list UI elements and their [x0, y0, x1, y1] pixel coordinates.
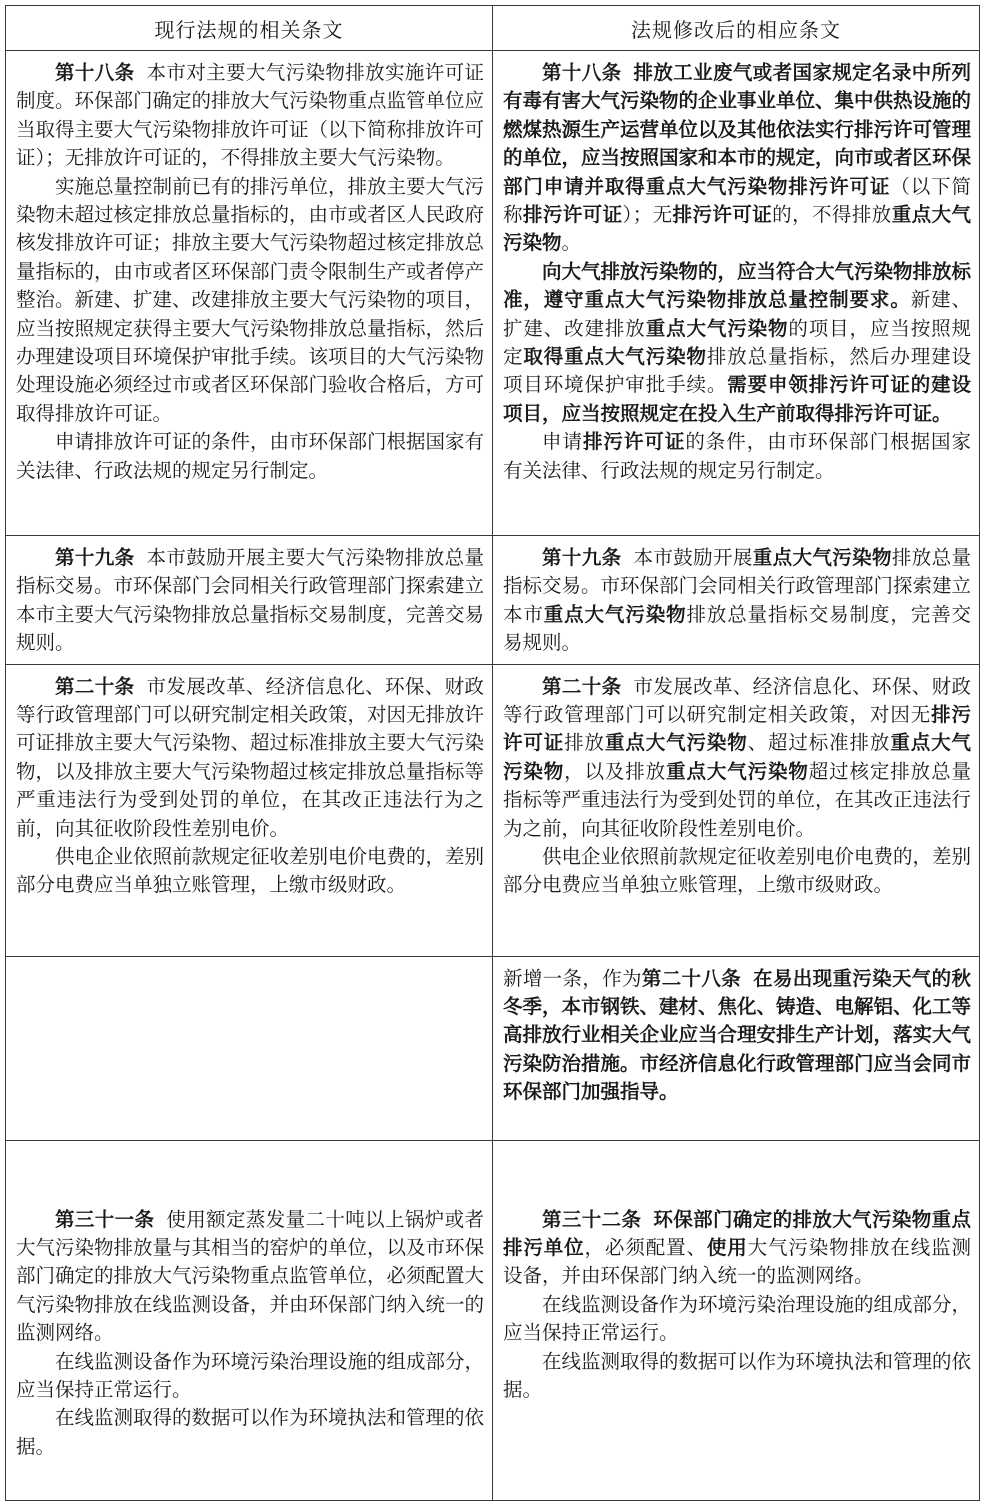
paragraph — [503, 59, 971, 258]
bold-text: 第二十八条 — [641, 966, 742, 990]
text-span: 的条件，由市环保部门根据国家有关法律、行政法规的规定另行制定。 — [503, 430, 971, 482]
text-span: 在线监测取得的数据可以作为环境执法和管理的依据。 — [16, 1406, 485, 1458]
text-span: 供电企业依照前款规定征收差别电价电费的，差别部分电费应当单独立账管理，上缴市级财政。 — [503, 845, 972, 897]
table-row — [6, 51, 980, 536]
old-article-20 — [6, 664, 493, 956]
text-span: ，以及排放 — [564, 759, 667, 783]
bold-text: 第二十条 — [55, 674, 135, 698]
paragraph — [16, 173, 484, 429]
bold-text: 向大气排放污染物的，应当符合大气污染物排放标准，遵守重点大气污染物排放总量控制要求。 — [503, 259, 972, 312]
text-span: ）；无 — [622, 203, 673, 227]
bold-text: 第十八条 — [55, 61, 135, 84]
bold-text: 第三十二条 — [542, 1207, 642, 1231]
bold-text: 环保部门确定的排放大气污染物重点排污单位 — [503, 1207, 971, 1260]
text-span: 新增一条，作为 — [503, 966, 642, 990]
bold-text: 第十九条 — [542, 546, 622, 569]
text-span: 供电企业依照前款规定征收差别电价电费的，差别部分电费应当单独立账管理，上缴市级财政。 — [16, 845, 485, 897]
text-span: 大气污染物排放在线监测设备，并由环保部门纳入统一的监测网络。 — [503, 1236, 971, 1288]
old-article-18 — [6, 51, 493, 536]
text-span: 的项目，应当按照规定 — [503, 316, 971, 369]
text-span: 本市鼓励开展主要大气污染物排放总量指标交易。市环保部门会同相关行政管理部门探索建立本市主要大气污染物排放总量指标交易制度，完善交易规则。 — [16, 546, 485, 655]
bold-text: 排污许可证 — [672, 203, 773, 227]
text-span: （以下简称 — [503, 174, 971, 227]
text-span: 超过核定排放总量指标等严重违法行为受到处罚的单位，在其改正违法行为之前，向其征收阶段性差别电价。 — [503, 759, 972, 840]
bold-text: 重点大气污染物 — [503, 731, 971, 783]
text-span: 的，不得排放 — [772, 203, 892, 227]
paragraph — [503, 544, 971, 658]
text-span: 申请排放许可证的条件，由市环保部门根据国家有关法律、行政法规的规定另行制定。 — [16, 430, 485, 482]
new-article-32 — [493, 1140, 980, 1500]
bold-text: 需要申领排污许可证的建设项目，应当按照规定在投入生产前取得排污许可证。 — [503, 373, 971, 425]
paragraph — [16, 1404, 484, 1461]
text-span: 市发展改革、经济信息化、环保、财政等行政管理部门可以研究制定相关政策，对因无排放许可证排放主要大气污染物、超过标准排放主要大气污染物，以及排放主要大气污染物超过核定排放总量指标等严重违法行为受到处罚的单位，在其改正违法行为之前，向其征收阶段性差别电价。 — [16, 674, 485, 840]
paragraph — [503, 965, 971, 1107]
bold-text: 重点大气污染物 — [645, 316, 789, 340]
paragraph — [16, 843, 484, 900]
paragraph — [16, 59, 484, 173]
bold-text: 排放工业废气或者国家规定名录中所列有毒有害大气污染物的企业事业单位、集中供热设施的燃煤热源生产运营单位以及其他依法实行排污许可管理的单位，应当按照国家和本市的规定，向市或者区环保部门申请并取得重点大气污染物排污许可证 — [503, 61, 972, 198]
text-span: 排放总量指标交易制度，完善交易规则。 — [503, 602, 971, 655]
text-span: 。 — [561, 231, 582, 255]
bold-text: 重点大气污染物 — [543, 602, 687, 626]
bold-text: 第十八条 — [542, 61, 622, 84]
text-span: 申请 — [542, 430, 583, 454]
text-span: 在线监测设备作为环境污染治理设施的组成部分，应当保持正常运行。 — [16, 1349, 485, 1402]
bold-text: 第三十一条 — [55, 1207, 155, 1231]
comparison-table — [5, 5, 980, 1501]
bold-text: 第二十条 — [542, 674, 622, 698]
table-row — [6, 1140, 980, 1500]
text-span: 排放总量指标，然后办理建设项目环境保护审批手续。 — [503, 345, 971, 397]
new-article-28-added — [493, 956, 980, 1140]
text-span: 本市鼓励开展 — [633, 546, 753, 569]
table-row — [6, 536, 980, 665]
old-article-19 — [6, 536, 493, 665]
paragraph — [503, 1291, 971, 1348]
text-span: 排放 — [564, 731, 605, 755]
table-row — [6, 956, 980, 1140]
paragraph — [503, 258, 971, 428]
text-span: 本市对主要大气污染物排放实施许可证制度。环保部门确定的排放大气污染物重点监管单位应当取得主要大气污染物排放许可证（以下简称排放许可证）；无排放许可证的，不得排放主要大气污染物。 — [16, 61, 485, 170]
new-article-20 — [493, 664, 980, 956]
bold-text: 排污许可证 — [582, 430, 686, 454]
text-span: 排放总量指标交易。市环保部门会同相关行政管理部门探索建立本市 — [503, 546, 972, 626]
paragraph — [16, 1206, 484, 1348]
bold-text: 第十九条 — [55, 546, 135, 569]
paragraph — [503, 428, 971, 485]
paragraph — [503, 1206, 971, 1291]
bold-text: 使用 — [706, 1236, 748, 1260]
paragraph — [503, 1348, 971, 1405]
text-span: 使用额定蒸发量二十吨以上锅炉或者大气污染物排放量与其相当的窑炉的单位，以及市环保部门确定的排放大气污染物重点监管单位，必须配置大气污染物排放在线监测设备，并由环保部门纳入统一的监测网络。 — [16, 1207, 485, 1345]
table-row — [6, 664, 980, 956]
new-article-18 — [493, 51, 980, 536]
bold-text: 取得重点大气污染物 — [523, 345, 707, 369]
old-article-31 — [6, 1140, 493, 1500]
header-revised-regulation: 法规修改后的相应条文 — [493, 6, 980, 51]
old-empty-cell — [6, 956, 493, 1140]
table-header-row — [6, 6, 980, 51]
text-span: 、超过标准排放 — [747, 731, 891, 755]
bold-text: 在易出现重污染天气的秋冬季，本市钢铁、建材、焦化、铸造、电解铝、化工等高排放行业相关企业应当合理安排生产计划，落实大气污染防治措施。市经济信息化行政管理部门应当会同市环保部门加强指导。 — [503, 966, 972, 1104]
text-span: ，必须配置、 — [584, 1236, 707, 1260]
bold-text: 重点大气污染物 — [604, 731, 748, 755]
text-span: 实施总量控制前已有的排污单位，排放主要大气污染物未超过核定排放总量指标的，由市或者区人民政府核发排放许可证；排放主要大气污染物超过核定排放总量指标的，由市或者区环保部门责令限制生产或者停产整治。新建、扩建、改建排放主要大气污染物的项目，应当按照规定获得主要大气污染物排放总量指标，然后办理建设项目环境保护审批手续。该项目的大气污染物处理设施必须经过市或者区环保部门验收合格后，方可取得排放许可证。 — [16, 174, 485, 425]
header-current-regulation: 现行法规的相关条文 — [6, 6, 493, 51]
text-span: 市发展改革、经济信息化、环保、财政等行政管理部门可以研究制定相关政策，对因无 — [503, 674, 971, 727]
text-span: 在线监测取得的数据可以作为环境执法和管理的依据。 — [503, 1349, 972, 1402]
new-article-19 — [493, 536, 980, 665]
paragraph — [503, 673, 971, 843]
paragraph — [16, 544, 484, 658]
text-span: 新建、扩建、改建排放 — [503, 288, 971, 340]
bold-text: 重点大气污染物 — [666, 759, 809, 783]
bold-text: 重点大气污染物 — [503, 203, 971, 255]
paragraph — [16, 428, 484, 485]
paragraph — [503, 843, 971, 900]
paragraph — [16, 673, 484, 843]
bold-text: 排污许可证 — [503, 703, 971, 755]
paragraph — [16, 1348, 484, 1405]
bold-text: 重点大气污染物 — [752, 546, 892, 569]
bold-text: 排污许可证 — [522, 203, 623, 227]
text-span: 在线监测设备作为环境污染治理设施的组成部分，应当保持正常运行。 — [503, 1292, 972, 1345]
